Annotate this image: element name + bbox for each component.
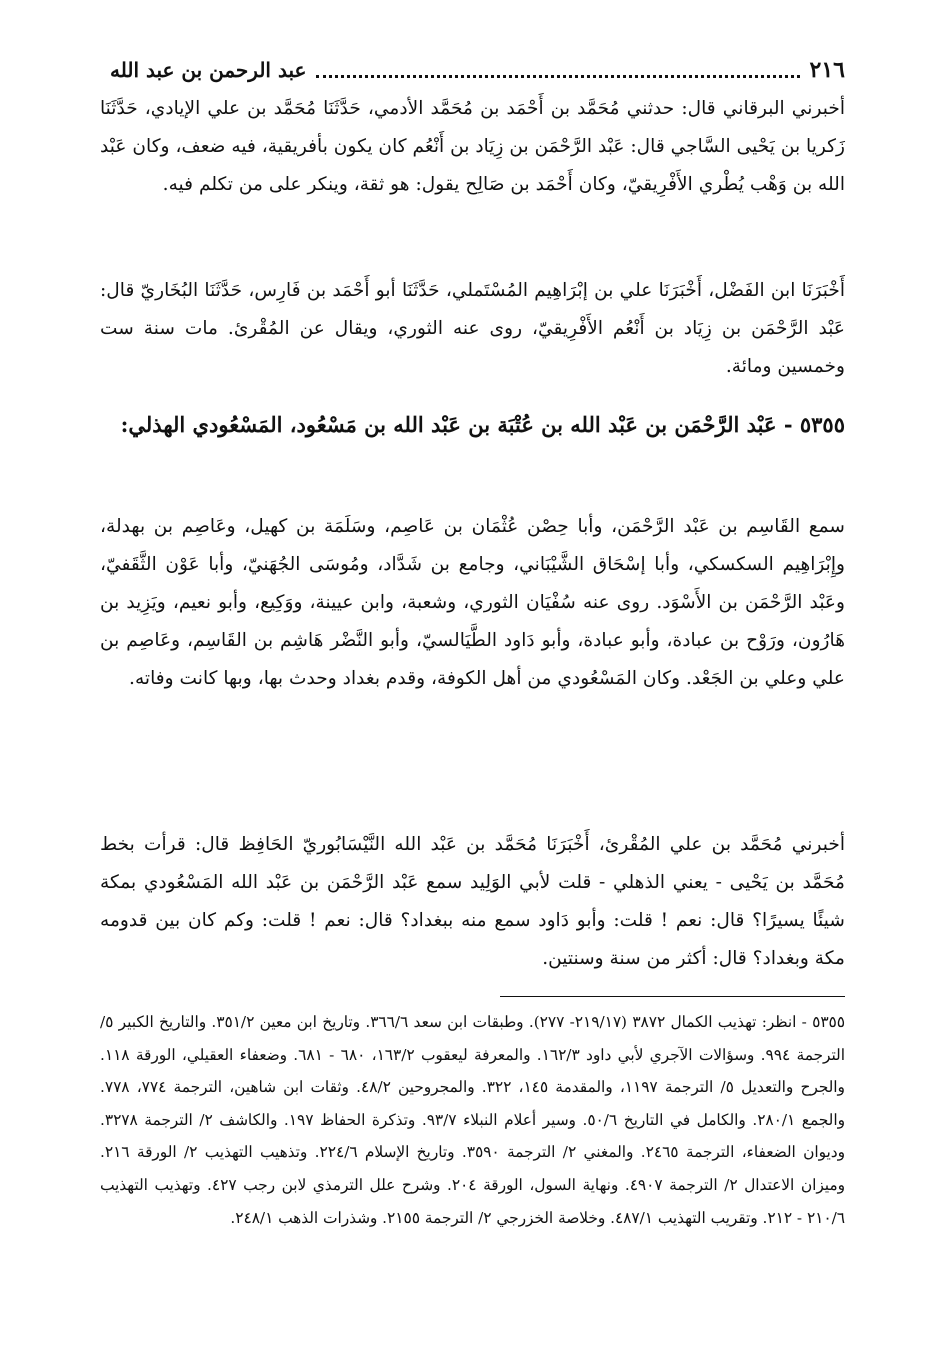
page-number: ٢١٦ xyxy=(809,57,845,83)
footnote-5355: ٥٣٥٥ - انظر: تهذيب الكمال ٣٨٧٢ (٢١٩/١٧- ٢٧٧). وطبقات ابن سعد ٣٦٦/٦. وتاريخ ابن معين ٣٥١/٢. والتاريخ الكبير ٥/ الترجمة ٩٩٤. وسؤالات الآجري لأبي داود ١٦٢/٣. والمعرفة ليعقوب ١٦٣/٢، ٦٨٠ - ٦٨١. وضعفاء العقيلي، الورقة ١١٨. والجرح والتعديل ٥/ الترجمة ١١٩٧، والمقدمة ١٤٥، ٣٢٢. والمجروحين ٤٨/٢. وثقات ابن شاهين، الترجمة ٧٧٤، ٧٧٨. والجمع ٢٨٠/١. والكامل في التاريخ ٥٠/٦. وسير أعلام النبلاء ٩٣/٧. وتذكرة الحفاظ ١٩٧. والكاشف ٢/ الترجمة ٣٢٧٨. وديوان الضعفاء، الترجمة ٢٤٦٥. والمغني ٢/ الترجمة ٣٥٩٠. وتاريخ الإسلام ٢٢٤/٦. وتذهيب التهذيب ٢/ الورقة ٢١٦. وميزان الاعتدال ٢/ الترجمة ٤٩٠٧. ونهاية السول، الورقة ٢٠٤. وشرح علل الترمذي لابن رجب ٤٢٧. وتهذيب التهذيب ٢١٠/٦ - ٢١٢. وتقريب التهذيب ٤٨٧/١. وخلاصة الخزرجي ٢/ الترجمة ٢١٥٥. وشذرات الذهب ٢٤٨/١. xyxy=(100,1013,845,1227)
paragraph-4-block xyxy=(100,826,845,978)
footnote-separator xyxy=(500,996,845,997)
page-header xyxy=(110,52,845,88)
paragraph-3-block xyxy=(100,508,845,698)
paragraph-3: سمع القَاسِم بن عَبْد الرَّحْمَن، وأبا حِصْن عُثْمَان بن عَاصِم، وسَلَمَة بن كهيل، وعَاصِم بن بهدلة، وإِبْرَاهِيم السكسكي، وأبا إسْحَاق الشَّيْبَاني، وجامع بن شَدَّاد، ومُوسَى الجُهَنيّ، وأبا عَوْن الثَّقَفيّ، وعَبْد الرَّحْمَن بن الأَسْوَد. روى عنه سُفْيَان الثوري، وشعبة، وابن عيينة، ووَكِيع، وأبو نعيم، ويَزِيد بن هَارُون، ورَوْح بن عبادة، وأبو عبادة، وأبو دَاود الطَّيَالسيّ، وأبو النَّضْر هَاشِم بن القَاسِم، وعَاصِم بن علي وعلي بن الجَعْد. وكان المَسْعُودي من أهل الكوفة، وقدم بغداد وحدث بها، وبها كانت وفاته. xyxy=(100,516,845,689)
paragraph-2: أَخْبَرَنَا ابن الفَضْل، أَخْبَرَنَا علي بن إبْرَاهِيم المُسْتَملي، حَدَّثَنَا أبو أَحْمَد بن فَارِس، حَدَّثَنَا البُخَاريّ قال: عَبْد الرَّحْمَن بن زِيَاد بن أَنْعُم الأَفْرِيقيّ، روى عنه الثوري، ويقال عن المُقْرئ. مات سنة ست وخمسين ومائة. xyxy=(100,280,845,377)
footnotes xyxy=(100,1006,845,1234)
paragraph-1: أخبرني البرقاني قال: حدثني مُحَمَّد بن أَحْمَد بن مُحَمَّد الأدمي، حَدَّثَنَا مُحَمَّد بن علي الإيادي، حَدَّثَنَا زَكريا بن يَحْيى السَّاجي قال: عَبْد الرَّحْمَن بن زِيَاد بن أَنْعُم كان يكون بأفريقية، فيه ضعف، وكان عَبْد الله بن وَهْب يُطْري الأَفْرِيقيّ، وكان أَحْمَد بن صَالِح يقول: هو ثقة، وينكر على من تكلم فيه. xyxy=(100,98,845,195)
paragraph-2-block xyxy=(100,272,845,386)
paragraph-4: أخبرني مُحَمَّد بن علي المُقْرئ، أَخْبَرَنَا مُحَمَّد بن عَبْد الله النَّيْسَابُوريّ الحَافِظ قال: قرأت بخط مُحَمَّد بن يَحْيى - يعني الذهلي - قلت لأبي الوَلِيد سمع عَبْد الرَّحْمَن بن عَبْد الله المَسْعُودي بمكة شيئًا يسيرًا؟ قال: نعم ! قلت: وأبو دَاود سمع منه ببغداد؟ قال: نعم ! قلت: وكم كان بين قدومه مكة وبغداد؟ قال: أكثر من سنة وسنتين. xyxy=(100,834,845,969)
running-title: عبد الرحمن بن عبد الله xyxy=(110,58,307,82)
paragraph-1-block xyxy=(100,90,845,204)
entry-heading: ٥٣٥٥ - عَبْد الرَّحْمَن بن عَبْد الله بن عُتْبَة بن عَبْد الله بن مَسْعُود، المَسْعُودي الهذلي: xyxy=(120,412,845,437)
header-leader-dots xyxy=(316,63,799,78)
